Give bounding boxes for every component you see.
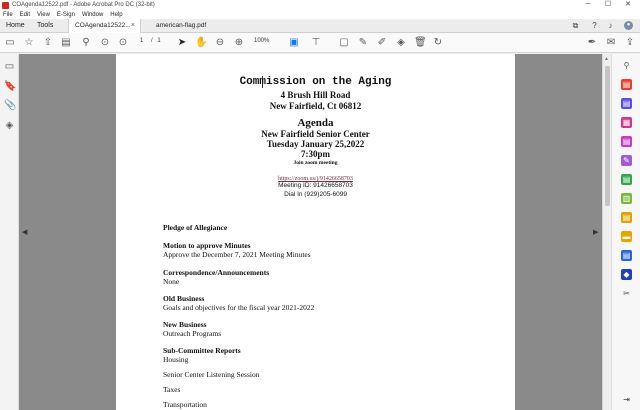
delete-icon[interactable]: 🗑 xyxy=(414,37,427,48)
notifications-icon[interactable]: ♪ xyxy=(608,21,613,30)
organize-pages-icon[interactable]: ▤ xyxy=(622,137,631,146)
fill-sign-icon[interactable]: ✎ xyxy=(621,155,632,166)
menu-bar xyxy=(0,10,640,19)
combine-files-icon[interactable]: ▦ xyxy=(622,118,631,127)
motion-heading: Motion to approve Minutes xyxy=(163,241,251,250)
collapse-left-pane-icon[interactable]: ◀ xyxy=(22,229,28,236)
highlight-pen-icon[interactable]: ✎ xyxy=(358,37,368,48)
scroll-mode-icon[interactable]: ⊤ xyxy=(311,37,321,48)
page-current[interactable]: 1 xyxy=(140,38,144,44)
layers-icon[interactable]: ◈ xyxy=(5,120,14,131)
menu-window[interactable]: Window xyxy=(81,11,104,18)
send-for-comments-icon[interactable]: ▤ xyxy=(622,251,631,260)
email-icon[interactable]: ✉ xyxy=(606,37,616,48)
star-icon[interactable]: ☆ xyxy=(24,37,34,48)
export-pdf-icon[interactable]: ▤ xyxy=(622,80,631,89)
join-zoom-label: Join zoom meeting xyxy=(293,160,338,166)
scan-ocr-icon[interactable]: ▥ xyxy=(622,194,631,203)
correspondence-text: None xyxy=(163,277,180,286)
maximize-button[interactable]: ☐ xyxy=(604,1,612,8)
acrobat-app-icon xyxy=(2,2,9,9)
main-toolbar xyxy=(0,33,640,53)
zoom-in-icon[interactable]: ⊕ xyxy=(234,37,244,48)
tab-document-label: COAgenda12522... xyxy=(75,22,131,29)
agenda-heading: Agenda xyxy=(297,117,334,129)
comment-tool-icon[interactable]: ▬ xyxy=(622,232,631,241)
correspondence-heading: Correspondence/Announcements xyxy=(163,268,270,277)
page-thumbnails-icon[interactable]: ▭ xyxy=(4,61,15,72)
window-title: COAgenda12522.pdf - Adobe Acrobat Pro DC (32-bit) xyxy=(12,2,155,8)
tab-home[interactable]: Home xyxy=(6,22,25,29)
search-tool-icon[interactable]: ⚲ xyxy=(623,61,630,70)
print-icon[interactable]: ▤ xyxy=(61,37,71,48)
tab-document-label: american-flag.pdf xyxy=(156,22,207,29)
meeting-id: Meeting ID: 91426658703 xyxy=(278,182,353,189)
collapse-tools-pane-icon[interactable]: ⇥ xyxy=(623,395,630,404)
pledge-heading: Pledge of Allegiance xyxy=(163,223,228,232)
motion-text: Approve the December 7, 2021 Meeting Minutes xyxy=(163,250,311,259)
menu-esign[interactable]: E-Sign xyxy=(56,11,75,18)
page-total: 1 xyxy=(157,38,161,44)
document-title: Commission on the Aging xyxy=(239,76,392,88)
hand-icon[interactable]: ✋ xyxy=(195,37,208,48)
tab-tools[interactable]: Tools xyxy=(37,22,54,29)
menu-edit[interactable]: Edit xyxy=(19,11,31,18)
subcommittee-item: Transportation xyxy=(163,400,207,409)
zoom-link[interactable]: https://zoom.us/j/91426658703 xyxy=(278,176,353,182)
meeting-time: 7:30pm xyxy=(301,149,330,159)
edit-pdf-icon[interactable]: ▤ xyxy=(622,175,631,184)
close-tab-icon[interactable]: × xyxy=(130,22,135,29)
share-icon[interactable]: ⇪ xyxy=(625,37,635,48)
new-business-text: Outreach Programs xyxy=(163,329,222,338)
tab-document-coagenda[interactable] xyxy=(68,19,141,33)
old-business-text: Goals and objectives for the fiscal year 2021-2022 xyxy=(163,303,315,312)
tab-document-american-flag[interactable] xyxy=(150,19,230,33)
zoom-level-field[interactable]: 100% xyxy=(254,38,270,44)
address-line-2: New Fairfield, Ct 06812 xyxy=(269,101,362,111)
more-tools-icon[interactable]: ✂ xyxy=(623,289,630,298)
left-navigation-pane xyxy=(0,54,19,410)
upload-icon[interactable]: ⇧ xyxy=(43,37,53,48)
rotate-icon[interactable]: ↻ xyxy=(433,37,443,48)
page-layout-icon[interactable]: ▣ xyxy=(289,37,299,48)
menu-view[interactable]: View xyxy=(37,11,50,18)
new-business-heading: New Business xyxy=(163,320,207,329)
subcommittee-item: Housing xyxy=(163,355,189,364)
collapse-right-pane-icon[interactable]: ▶ xyxy=(593,229,599,236)
menu-file[interactable]: File xyxy=(3,11,13,18)
subcommittee-heading: Sub-Committee Reports xyxy=(163,346,241,355)
minimize-button[interactable]: ─ xyxy=(585,1,591,8)
attachments-icon[interactable]: 📎 xyxy=(4,100,17,111)
menu-help[interactable]: Help xyxy=(110,11,123,18)
stamp-icon[interactable]: ◈ xyxy=(397,37,405,48)
draw-icon[interactable]: ✐ xyxy=(377,37,387,48)
document-viewer[interactable] xyxy=(19,54,602,410)
tab-bar xyxy=(0,19,640,33)
dial-in: Dial In (929)205-6099 xyxy=(284,191,347,198)
save-icon[interactable]: ▭ xyxy=(5,37,15,48)
subcommittee-item: Senior Center Listening Session xyxy=(163,370,260,379)
prev-page-icon[interactable]: ⊙ xyxy=(100,37,110,48)
create-pdf-icon[interactable]: ▤ xyxy=(622,99,631,108)
page-separator: / xyxy=(151,38,153,44)
share-screen-icon[interactable]: ⧉ xyxy=(572,21,579,30)
close-window-button[interactable]: ✕ xyxy=(625,1,631,8)
select-cursor-icon[interactable]: ➤ xyxy=(177,37,187,48)
address-line-1: 4 Brush Hill Road xyxy=(280,90,351,100)
comment-icon[interactable]: ▢ xyxy=(339,37,349,48)
user-avatar-icon[interactable]: ● xyxy=(624,21,633,30)
search-icon[interactable]: ⚲ xyxy=(82,37,90,48)
help-icon[interactable]: ? xyxy=(592,21,597,30)
bookmarks-icon[interactable]: 🔖 xyxy=(4,81,17,92)
pdf-page[interactable] xyxy=(116,54,515,410)
subcommittee-item: Taxes xyxy=(163,385,181,394)
shield-icon[interactable]: ◆ xyxy=(621,269,632,280)
meeting-date: Tuesday January 25,2022 xyxy=(266,139,365,149)
meeting-location: New Fairfield Senior Center xyxy=(261,129,370,139)
zoom-out-icon[interactable]: ⊖ xyxy=(215,37,225,48)
sign-icon[interactable]: ✒ xyxy=(587,37,597,48)
scroll-up-icon[interactable]: ▲ xyxy=(604,56,609,62)
page-number-field[interactable] xyxy=(140,38,161,44)
right-tools-pane xyxy=(611,54,640,410)
protect-icon[interactable]: ▤ xyxy=(622,213,631,222)
scrollbar-thumb[interactable] xyxy=(605,66,610,206)
title-bar xyxy=(0,0,640,10)
next-page-icon[interactable]: ⊙ xyxy=(118,37,128,48)
old-business-heading: Old Business xyxy=(163,294,205,303)
vertical-scrollbar[interactable] xyxy=(602,54,611,410)
